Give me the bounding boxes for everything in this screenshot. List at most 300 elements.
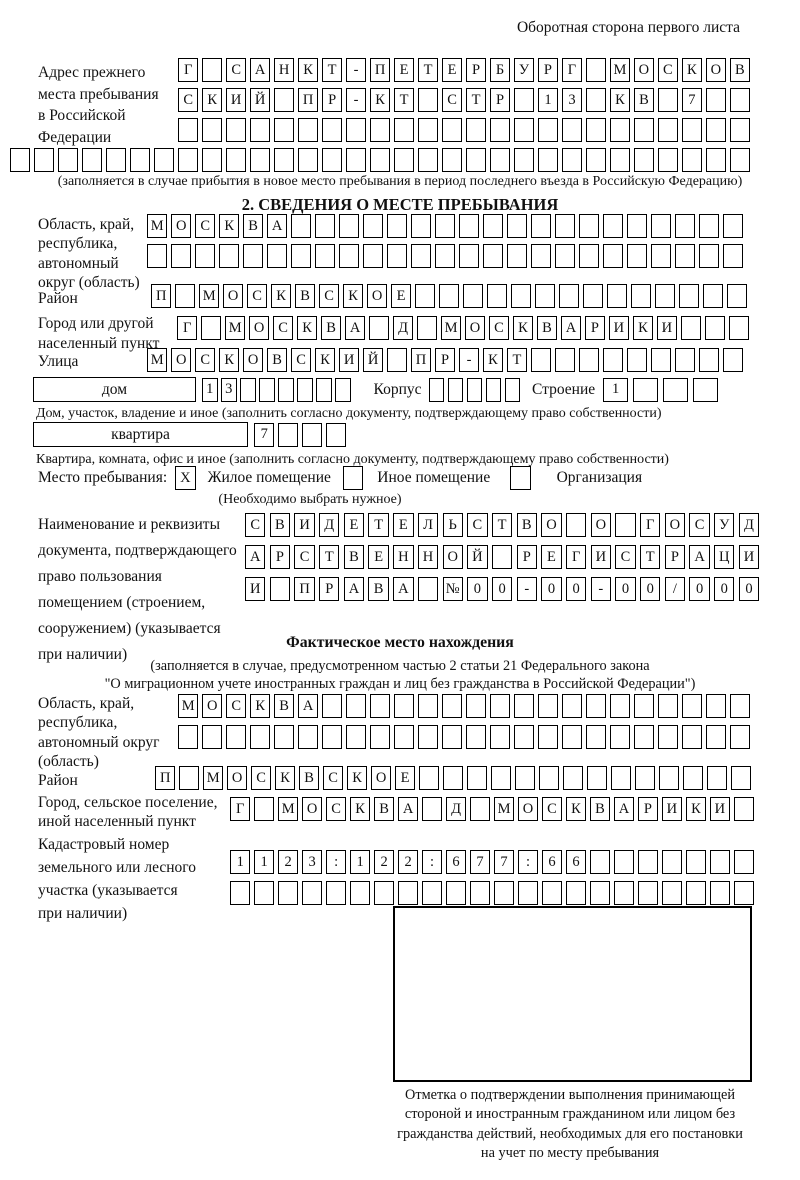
char-box[interactable] (278, 378, 294, 402)
char-box[interactable] (706, 88, 726, 112)
char-box[interactable] (531, 348, 551, 372)
char-box[interactable] (538, 694, 558, 718)
char-box[interactable] (250, 725, 270, 749)
char-box[interactable]: Р (322, 88, 342, 112)
char-box[interactable] (610, 148, 630, 172)
char-box[interactable]: 6 (446, 850, 466, 874)
char-box[interactable] (147, 244, 167, 268)
char-box[interactable] (274, 148, 294, 172)
char-box[interactable]: 3 (302, 850, 322, 874)
char-box[interactable]: К (271, 284, 291, 308)
house-type-box[interactable]: дом (33, 377, 196, 402)
char-box[interactable] (466, 694, 486, 718)
char-box[interactable]: Т (418, 58, 438, 82)
char-box[interactable]: О (665, 513, 685, 537)
char-box[interactable]: М (178, 694, 198, 718)
char-box[interactable] (699, 348, 719, 372)
char-box[interactable] (178, 148, 198, 172)
char-box[interactable] (422, 797, 442, 821)
char-box[interactable] (442, 725, 462, 749)
char-box[interactable] (394, 118, 414, 142)
char-box[interactable] (418, 148, 438, 172)
char-box[interactable] (82, 148, 102, 172)
char-box[interactable]: 1 (603, 378, 628, 402)
checkbox-other-premises[interactable] (343, 466, 363, 490)
char-box[interactable] (730, 118, 750, 142)
char-box[interactable] (663, 378, 688, 402)
char-box[interactable]: Г (178, 58, 198, 82)
char-box[interactable] (679, 284, 699, 308)
char-box[interactable]: 7 (470, 850, 490, 874)
char-box[interactable] (699, 244, 719, 268)
char-box[interactable] (439, 284, 459, 308)
char-box[interactable]: И (294, 513, 314, 537)
char-box[interactable]: В (274, 694, 294, 718)
char-box[interactable] (514, 694, 534, 718)
char-box[interactable] (590, 850, 610, 874)
char-box[interactable]: М (278, 797, 298, 821)
char-box[interactable] (686, 850, 706, 874)
char-box[interactable] (707, 766, 727, 790)
char-box[interactable] (387, 348, 407, 372)
char-box[interactable]: С (294, 545, 314, 569)
char-box[interactable]: С (273, 316, 293, 340)
char-box[interactable] (418, 577, 438, 601)
char-box[interactable]: Н (274, 58, 294, 82)
char-box[interactable] (429, 378, 445, 402)
char-box[interactable] (58, 148, 78, 172)
char-box[interactable]: О (223, 284, 243, 308)
char-box[interactable] (291, 214, 311, 238)
char-box[interactable] (442, 148, 462, 172)
char-box[interactable]: Й (363, 348, 383, 372)
char-box[interactable] (562, 694, 582, 718)
char-box[interactable] (662, 881, 682, 905)
char-box[interactable]: Е (391, 284, 411, 308)
char-box[interactable]: Р (665, 545, 685, 569)
char-box[interactable]: К (202, 88, 222, 112)
char-box[interactable]: И (662, 797, 682, 821)
char-box[interactable] (466, 118, 486, 142)
char-box[interactable] (658, 725, 678, 749)
char-box[interactable] (658, 88, 678, 112)
char-box[interactable] (634, 725, 654, 749)
char-box[interactable]: В (243, 214, 263, 238)
char-box[interactable] (723, 214, 743, 238)
char-box[interactable] (446, 881, 466, 905)
char-box[interactable]: № (443, 577, 463, 601)
char-box[interactable] (706, 118, 726, 142)
char-box[interactable]: О (227, 766, 247, 790)
char-box[interactable] (267, 244, 287, 268)
char-box[interactable]: Р (435, 348, 455, 372)
prev-address-row-1[interactable] (178, 58, 750, 82)
char-box[interactable] (638, 850, 658, 874)
char-box[interactable]: И (657, 316, 677, 340)
char-box[interactable] (346, 725, 366, 749)
char-box[interactable] (240, 378, 256, 402)
char-box[interactable] (369, 316, 389, 340)
prev-address-row-3[interactable] (178, 118, 750, 142)
char-box[interactable] (699, 214, 719, 238)
char-box[interactable] (322, 148, 342, 172)
char-box[interactable]: К (219, 214, 239, 238)
checkbox[interactable] (510, 466, 530, 490)
char-box[interactable]: В (368, 577, 388, 601)
char-box[interactable]: Т (492, 513, 512, 537)
char-box[interactable]: Ц (714, 545, 734, 569)
char-box[interactable] (514, 725, 534, 749)
char-box[interactable]: Р (466, 58, 486, 82)
char-box[interactable]: Ь (443, 513, 463, 537)
char-box[interactable] (370, 148, 390, 172)
char-box[interactable]: В (374, 797, 394, 821)
char-box[interactable] (651, 214, 671, 238)
char-box[interactable] (322, 725, 342, 749)
apartment-boxes[interactable] (254, 423, 346, 447)
char-box[interactable]: К (682, 58, 702, 82)
char-box[interactable]: 1 (350, 850, 370, 874)
char-box[interactable]: Т (322, 58, 342, 82)
char-box[interactable] (514, 148, 534, 172)
char-box[interactable] (590, 881, 610, 905)
char-box[interactable] (686, 881, 706, 905)
char-box[interactable]: П (151, 284, 171, 308)
char-box[interactable] (486, 378, 502, 402)
actual-region-row-2[interactable] (178, 725, 750, 749)
char-box[interactable]: М (199, 284, 219, 308)
char-box[interactable] (706, 148, 726, 172)
char-box[interactable]: И (710, 797, 730, 821)
char-box[interactable] (202, 58, 222, 82)
char-box[interactable] (634, 148, 654, 172)
char-box[interactable]: 0 (541, 577, 561, 601)
char-box[interactable] (448, 378, 464, 402)
char-box[interactable] (422, 881, 442, 905)
city-row[interactable] (177, 316, 749, 340)
document-row-3[interactable] (245, 577, 759, 601)
char-box[interactable] (562, 118, 582, 142)
house-number-boxes[interactable] (202, 378, 351, 402)
char-box[interactable]: А (345, 316, 365, 340)
checkbox-residential[interactable] (175, 466, 195, 490)
char-box[interactable]: - (517, 577, 537, 601)
char-box[interactable]: М (610, 58, 630, 82)
char-box[interactable]: А (298, 694, 318, 718)
char-box[interactable]: Т (368, 513, 388, 537)
char-box[interactable] (705, 316, 725, 340)
char-box[interactable]: М (441, 316, 461, 340)
char-box[interactable]: Е (541, 545, 561, 569)
char-box[interactable] (346, 118, 366, 142)
char-box[interactable] (459, 214, 479, 238)
checkbox[interactable] (343, 466, 363, 490)
char-box[interactable]: О (634, 58, 654, 82)
char-box[interactable] (539, 766, 559, 790)
char-box[interactable] (682, 725, 702, 749)
char-box[interactable] (418, 88, 438, 112)
char-box[interactable]: Р (585, 316, 605, 340)
char-box[interactable] (302, 423, 322, 447)
char-box[interactable]: 0 (739, 577, 759, 601)
char-box[interactable] (603, 214, 623, 238)
char-box[interactable]: Е (344, 513, 364, 537)
region-row-1[interactable] (147, 214, 743, 238)
char-box[interactable] (627, 244, 647, 268)
char-box[interactable] (297, 378, 313, 402)
char-box[interactable]: А (250, 58, 270, 82)
char-box[interactable]: 7 (682, 88, 702, 112)
char-box[interactable] (730, 694, 750, 718)
char-box[interactable]: С (226, 58, 246, 82)
char-box[interactable]: В (295, 284, 315, 308)
char-box[interactable] (494, 881, 514, 905)
char-box[interactable] (226, 148, 246, 172)
char-box[interactable] (651, 244, 671, 268)
char-box[interactable] (658, 118, 678, 142)
char-box[interactable] (614, 881, 634, 905)
char-box[interactable] (363, 244, 383, 268)
char-box[interactable] (443, 766, 463, 790)
char-box[interactable]: 0 (640, 577, 660, 601)
char-box[interactable] (459, 244, 479, 268)
char-box[interactable] (723, 244, 743, 268)
char-box[interactable]: К (686, 797, 706, 821)
char-box[interactable] (683, 766, 703, 790)
char-box[interactable]: В (590, 797, 610, 821)
char-box[interactable]: Д (446, 797, 466, 821)
char-box[interactable]: К (566, 797, 586, 821)
actual-district-row[interactable] (155, 766, 751, 790)
char-box[interactable]: С (542, 797, 562, 821)
char-box[interactable]: О (518, 797, 538, 821)
char-box[interactable]: А (393, 577, 413, 601)
char-box[interactable] (515, 766, 535, 790)
char-box[interactable] (655, 284, 675, 308)
checkbox[interactable]: X (175, 466, 195, 490)
char-box[interactable]: - (346, 88, 366, 112)
char-box[interactable] (254, 881, 274, 905)
char-box[interactable] (535, 284, 555, 308)
char-box[interactable] (734, 850, 754, 874)
char-box[interactable] (492, 545, 512, 569)
char-box[interactable] (734, 881, 754, 905)
char-box[interactable] (518, 881, 538, 905)
char-box[interactable] (350, 881, 370, 905)
char-box[interactable]: : (326, 850, 346, 874)
char-box[interactable]: В (730, 58, 750, 82)
char-box[interactable] (710, 850, 730, 874)
char-box[interactable]: Й (467, 545, 487, 569)
char-box[interactable] (659, 766, 679, 790)
document-row-2[interactable] (245, 545, 759, 569)
char-box[interactable] (179, 766, 199, 790)
char-box[interactable]: Т (640, 545, 660, 569)
char-box[interactable]: О (171, 214, 191, 238)
char-box[interactable]: Т (507, 348, 527, 372)
char-box[interactable]: К (297, 316, 317, 340)
char-box[interactable]: У (714, 513, 734, 537)
char-box[interactable]: С (195, 348, 215, 372)
char-box[interactable] (563, 766, 583, 790)
char-box[interactable] (171, 244, 191, 268)
char-box[interactable] (226, 118, 246, 142)
char-box[interactable] (538, 118, 558, 142)
char-box[interactable]: 1 (230, 850, 250, 874)
prev-address-row-2[interactable] (178, 88, 750, 112)
char-box[interactable]: 3 (562, 88, 582, 112)
char-box[interactable] (298, 725, 318, 749)
char-box[interactable] (487, 284, 507, 308)
stroenie-boxes[interactable] (603, 378, 718, 402)
char-box[interactable] (706, 694, 726, 718)
char-box[interactable] (505, 378, 521, 402)
char-box[interactable] (681, 316, 701, 340)
char-box[interactable]: Д (739, 513, 759, 537)
char-box[interactable] (675, 214, 695, 238)
char-box[interactable] (322, 694, 342, 718)
char-box[interactable] (610, 725, 630, 749)
char-box[interactable]: Т (319, 545, 339, 569)
apartment-type-box[interactable]: квартира (33, 422, 248, 447)
char-box[interactable] (555, 214, 575, 238)
char-box[interactable] (703, 284, 723, 308)
char-box[interactable] (219, 244, 239, 268)
char-box[interactable] (710, 881, 730, 905)
char-box[interactable] (418, 118, 438, 142)
char-box[interactable]: : (422, 850, 442, 874)
char-box[interactable] (607, 284, 627, 308)
char-box[interactable]: Р (270, 545, 290, 569)
char-box[interactable]: С (291, 348, 311, 372)
char-box[interactable]: 1 (202, 378, 218, 402)
char-box[interactable]: О (443, 545, 463, 569)
char-box[interactable] (615, 513, 635, 537)
char-box[interactable]: С (689, 513, 709, 537)
char-box[interactable]: 1 (254, 850, 274, 874)
checkbox-organization[interactable] (510, 466, 530, 490)
char-box[interactable] (562, 725, 582, 749)
char-box[interactable] (322, 118, 342, 142)
char-box[interactable] (559, 284, 579, 308)
char-box[interactable] (419, 766, 439, 790)
char-box[interactable] (250, 148, 270, 172)
char-box[interactable]: О (171, 348, 191, 372)
char-box[interactable] (226, 725, 246, 749)
char-box[interactable] (346, 148, 366, 172)
char-box[interactable] (579, 348, 599, 372)
char-box[interactable] (490, 148, 510, 172)
char-box[interactable]: Р (517, 545, 537, 569)
char-box[interactable]: В (321, 316, 341, 340)
char-box[interactable] (603, 348, 623, 372)
char-box[interactable]: А (344, 577, 364, 601)
char-box[interactable] (463, 284, 483, 308)
document-row-1[interactable] (245, 513, 759, 537)
char-box[interactable]: П (370, 58, 390, 82)
char-box[interactable]: Г (566, 545, 586, 569)
char-box[interactable]: В (267, 348, 287, 372)
char-box[interactable]: 0 (467, 577, 487, 601)
char-box[interactable] (634, 118, 654, 142)
char-box[interactable]: О (371, 766, 391, 790)
char-box[interactable]: Р (319, 577, 339, 601)
char-box[interactable] (611, 766, 631, 790)
char-box[interactable]: К (483, 348, 503, 372)
char-box[interactable] (418, 725, 438, 749)
char-box[interactable] (411, 214, 431, 238)
char-box[interactable]: С (442, 88, 462, 112)
char-box[interactable]: С (467, 513, 487, 537)
char-box[interactable]: С (251, 766, 271, 790)
char-box[interactable]: - (459, 348, 479, 372)
char-box[interactable] (627, 348, 647, 372)
char-box[interactable]: К (633, 316, 653, 340)
char-box[interactable] (483, 244, 503, 268)
char-box[interactable]: Й (250, 88, 270, 112)
char-box[interactable] (415, 284, 435, 308)
char-box[interactable] (466, 725, 486, 749)
char-box[interactable] (374, 881, 394, 905)
char-box[interactable] (315, 244, 335, 268)
char-box[interactable] (729, 316, 749, 340)
char-box[interactable]: О (541, 513, 561, 537)
char-box[interactable] (634, 694, 654, 718)
char-box[interactable] (195, 244, 215, 268)
char-box[interactable]: И (591, 545, 611, 569)
region-row-2[interactable] (147, 244, 743, 268)
char-box[interactable]: Е (442, 58, 462, 82)
char-box[interactable] (435, 244, 455, 268)
char-box[interactable]: С (247, 284, 267, 308)
char-box[interactable] (633, 378, 658, 402)
char-box[interactable] (470, 881, 490, 905)
char-box[interactable]: С (178, 88, 198, 112)
char-box[interactable]: В (299, 766, 319, 790)
char-box[interactable]: М (147, 348, 167, 372)
char-box[interactable]: П (298, 88, 318, 112)
char-box[interactable] (274, 725, 294, 749)
char-box[interactable] (278, 423, 298, 447)
char-box[interactable] (579, 244, 599, 268)
char-box[interactable]: К (315, 348, 335, 372)
char-box[interactable]: С (658, 58, 678, 82)
char-box[interactable] (259, 378, 275, 402)
char-box[interactable]: Д (393, 316, 413, 340)
char-box[interactable]: К (343, 284, 363, 308)
char-box[interactable] (730, 88, 750, 112)
char-box[interactable] (682, 118, 702, 142)
char-box[interactable]: П (411, 348, 431, 372)
char-box[interactable] (566, 881, 586, 905)
char-box[interactable]: Г (230, 797, 250, 821)
char-box[interactable]: В (344, 545, 364, 569)
char-box[interactable] (335, 378, 351, 402)
char-box[interactable]: П (155, 766, 175, 790)
char-box[interactable] (511, 284, 531, 308)
char-box[interactable]: В (270, 513, 290, 537)
char-box[interactable]: Г (177, 316, 197, 340)
char-box[interactable] (631, 284, 651, 308)
char-box[interactable] (483, 214, 503, 238)
char-box[interactable] (302, 881, 322, 905)
char-box[interactable] (298, 148, 318, 172)
char-box[interactable] (466, 148, 486, 172)
char-box[interactable] (346, 694, 366, 718)
char-box[interactable] (411, 244, 431, 268)
char-box[interactable] (566, 513, 586, 537)
char-box[interactable] (398, 881, 418, 905)
